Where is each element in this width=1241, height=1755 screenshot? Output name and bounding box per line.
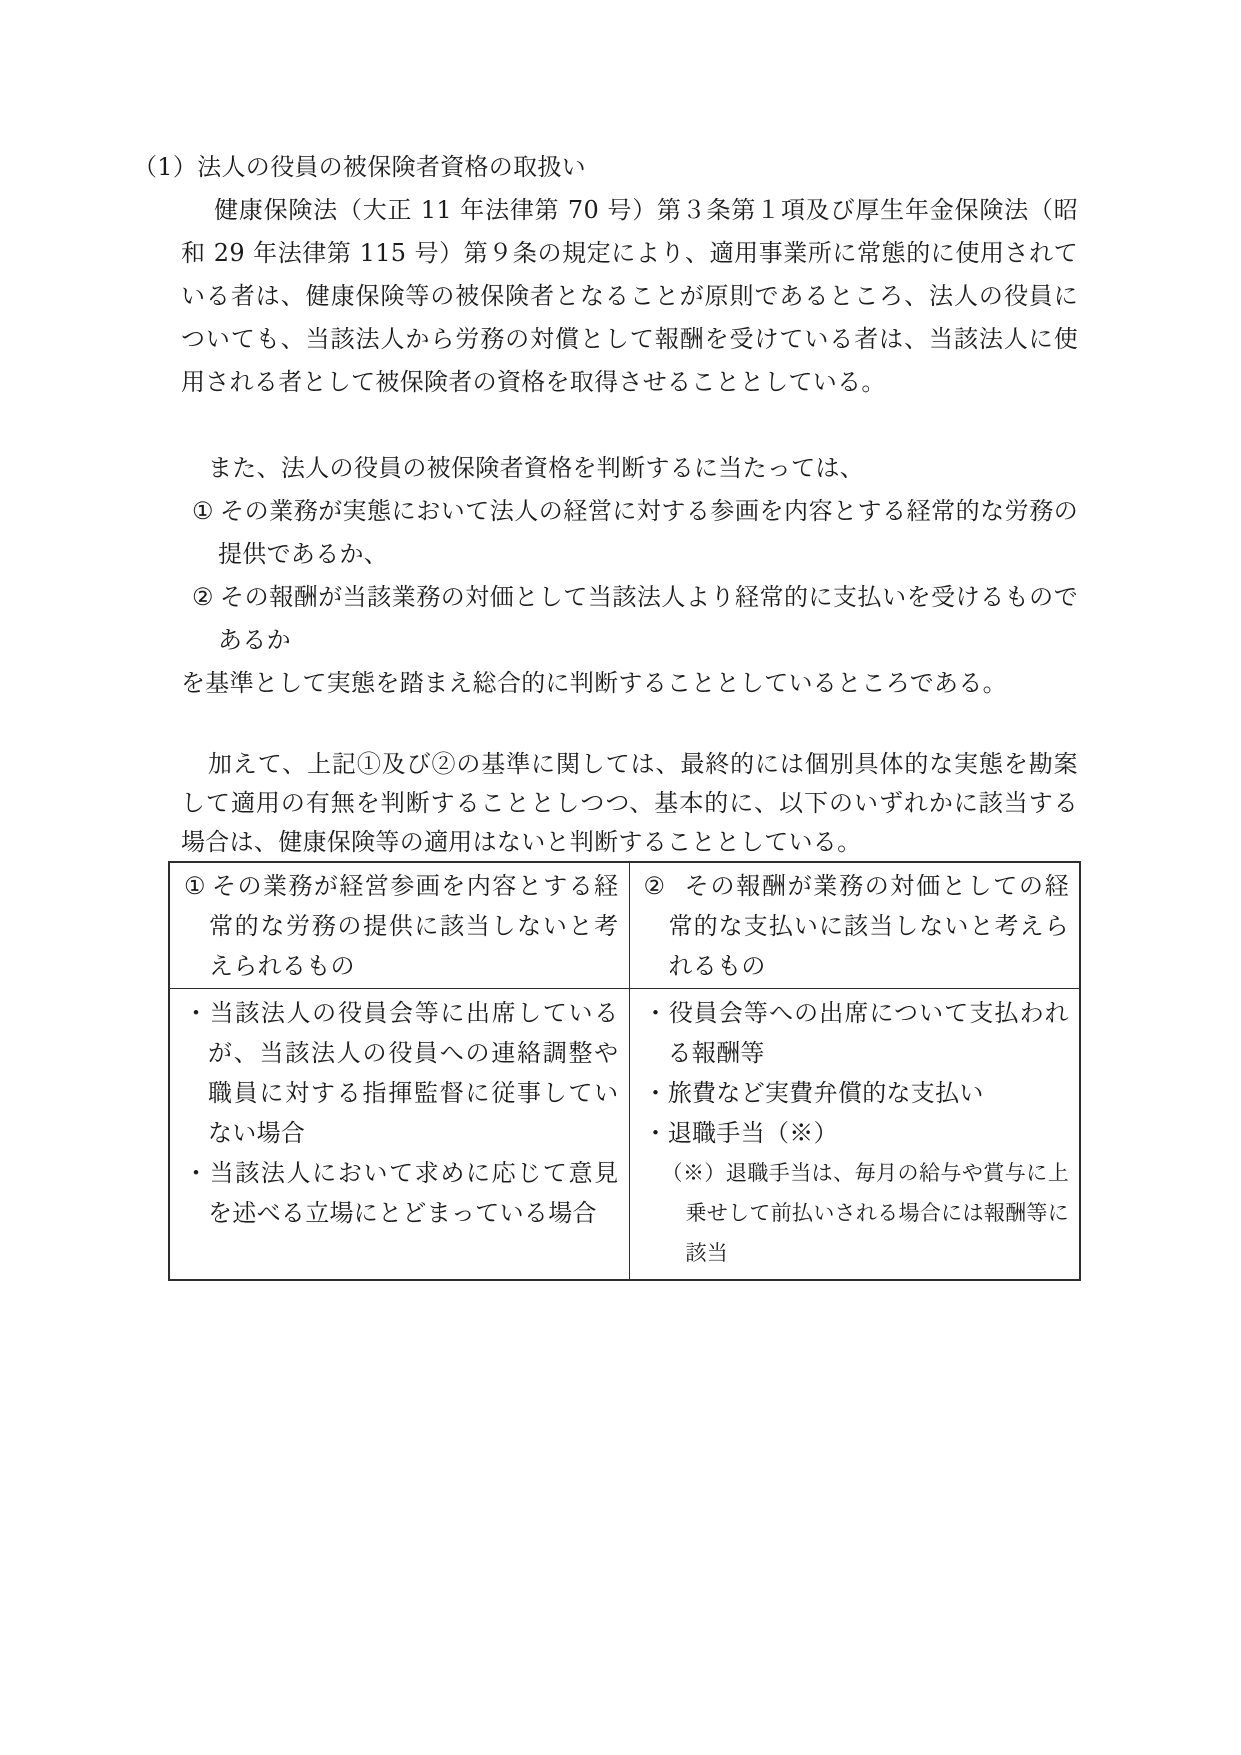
table-cell-2-item-3 bbox=[644, 1113, 1070, 1153]
table-cell-1-item-1 bbox=[184, 993, 619, 1153]
table-cell-2-item-3-text: 退職手当（※） bbox=[667, 1119, 838, 1147]
section-heading: （1）法人の役員の被保険者資格の取扱い bbox=[133, 153, 586, 181]
criteria-table-header-1-text: その業務が経営参画を内容とする経常的な労務の提供に該当しないと考えられるもの bbox=[209, 872, 619, 980]
criteria-item-2 bbox=[192, 576, 1078, 662]
criteria-table-header-2-marker: ② bbox=[643, 872, 667, 900]
paragraph-criteria-lead: また、法人の役員の被保険者資格を判断するに当たっては、 bbox=[208, 454, 865, 482]
criteria-item-1-marker: ① bbox=[192, 497, 215, 525]
bullet-marker: ・ bbox=[643, 1119, 668, 1147]
criteria-table-header-2-text: その報酬が業務の対価としての経常的な支払いに該当しないと考えられるもの bbox=[668, 872, 1069, 980]
table-cell-2-item-2 bbox=[644, 1073, 1070, 1113]
criteria-table-body-row bbox=[169, 989, 1080, 1280]
table-cell-2-item-2-text: 旅費など実費弁償的な支払い bbox=[667, 1079, 984, 1107]
bullet-marker: ・ bbox=[643, 999, 669, 1027]
criteria-table-header-1 bbox=[184, 866, 619, 986]
table-cell-2-footnote: （※）退職手当は、毎月の給与や賞与に上乗せして前払いされる場合には報酬等に該当 bbox=[661, 1161, 1069, 1265]
criteria-table-body-cell-1 bbox=[169, 989, 629, 1280]
table-cell-1-item-2-text: 当該法人において求めに応じて意見を述べる立場にとどまっている場合 bbox=[208, 1159, 619, 1227]
bullet-marker: ・ bbox=[184, 1159, 210, 1187]
criteria-item-2-text: その報酬が当該業務の対価として当該法人より経常的に支払いを受けるものであるか bbox=[218, 583, 1078, 654]
table-cell-1-item-1-text: 当該法人の役員会等に出席しているが、当該法人の役員への連絡調整や職員に対する指揮監督に従事していない場合 bbox=[208, 999, 619, 1147]
criteria-item-1-text: その業務が実態において法人の経営に対する参画を内容とする経常的な労務の提供であるか、 bbox=[218, 497, 1078, 568]
paragraph-legal-basis: 健康保険法（大正 11 年法律第 70 号）第３条第１項及び厚生年金保険法（昭和 29 年法律第 115 号）第９条の規定により、適用事業所に常態的に使用されている者は、健康保険等の被保険者となることが原則であるところ、法人の役員についても、当該法人から労務の対償として報酬を受けている者は、当該法人に使用される者として被保険者の資格を取得させることとしている。 bbox=[181, 196, 1078, 396]
criteria-table-header-1-marker: ① bbox=[184, 872, 207, 900]
table-cell-2-item-1 bbox=[644, 993, 1070, 1073]
criteria-table-header-cell-1 bbox=[169, 862, 629, 989]
table-cell-2-item-1-text: 役員会等への出席について支払われる報酬等 bbox=[667, 999, 1069, 1067]
paragraph-addition: 加えて、上記①及び②の基準に関しては、最終的には個別具体的な実態を勘案して適用の有無を判断することとしつつ、基本的に、以下のいずれかに該当する場合は、健康保険等の適用はないと判断することとしている。 bbox=[181, 750, 1078, 856]
paragraph-criteria-block bbox=[181, 447, 1078, 705]
table-cell-1-item-2 bbox=[184, 1153, 619, 1233]
criteria-table-body-cell-2 bbox=[629, 989, 1080, 1280]
criteria-item-1 bbox=[192, 490, 1078, 576]
paragraph-criteria-tail: を基準として実態を踏まえ総合的に判断することとしているところである。 bbox=[181, 669, 1007, 697]
bullet-marker: ・ bbox=[643, 1079, 668, 1107]
criteria-table-header-cell-2 bbox=[629, 862, 1080, 989]
criteria-table bbox=[168, 861, 1081, 1281]
criteria-table-header-row bbox=[169, 862, 1080, 989]
criteria-table-header-2 bbox=[644, 866, 1070, 986]
criteria-item-2-marker: ② bbox=[192, 583, 215, 611]
bullet-marker: ・ bbox=[184, 999, 210, 1027]
